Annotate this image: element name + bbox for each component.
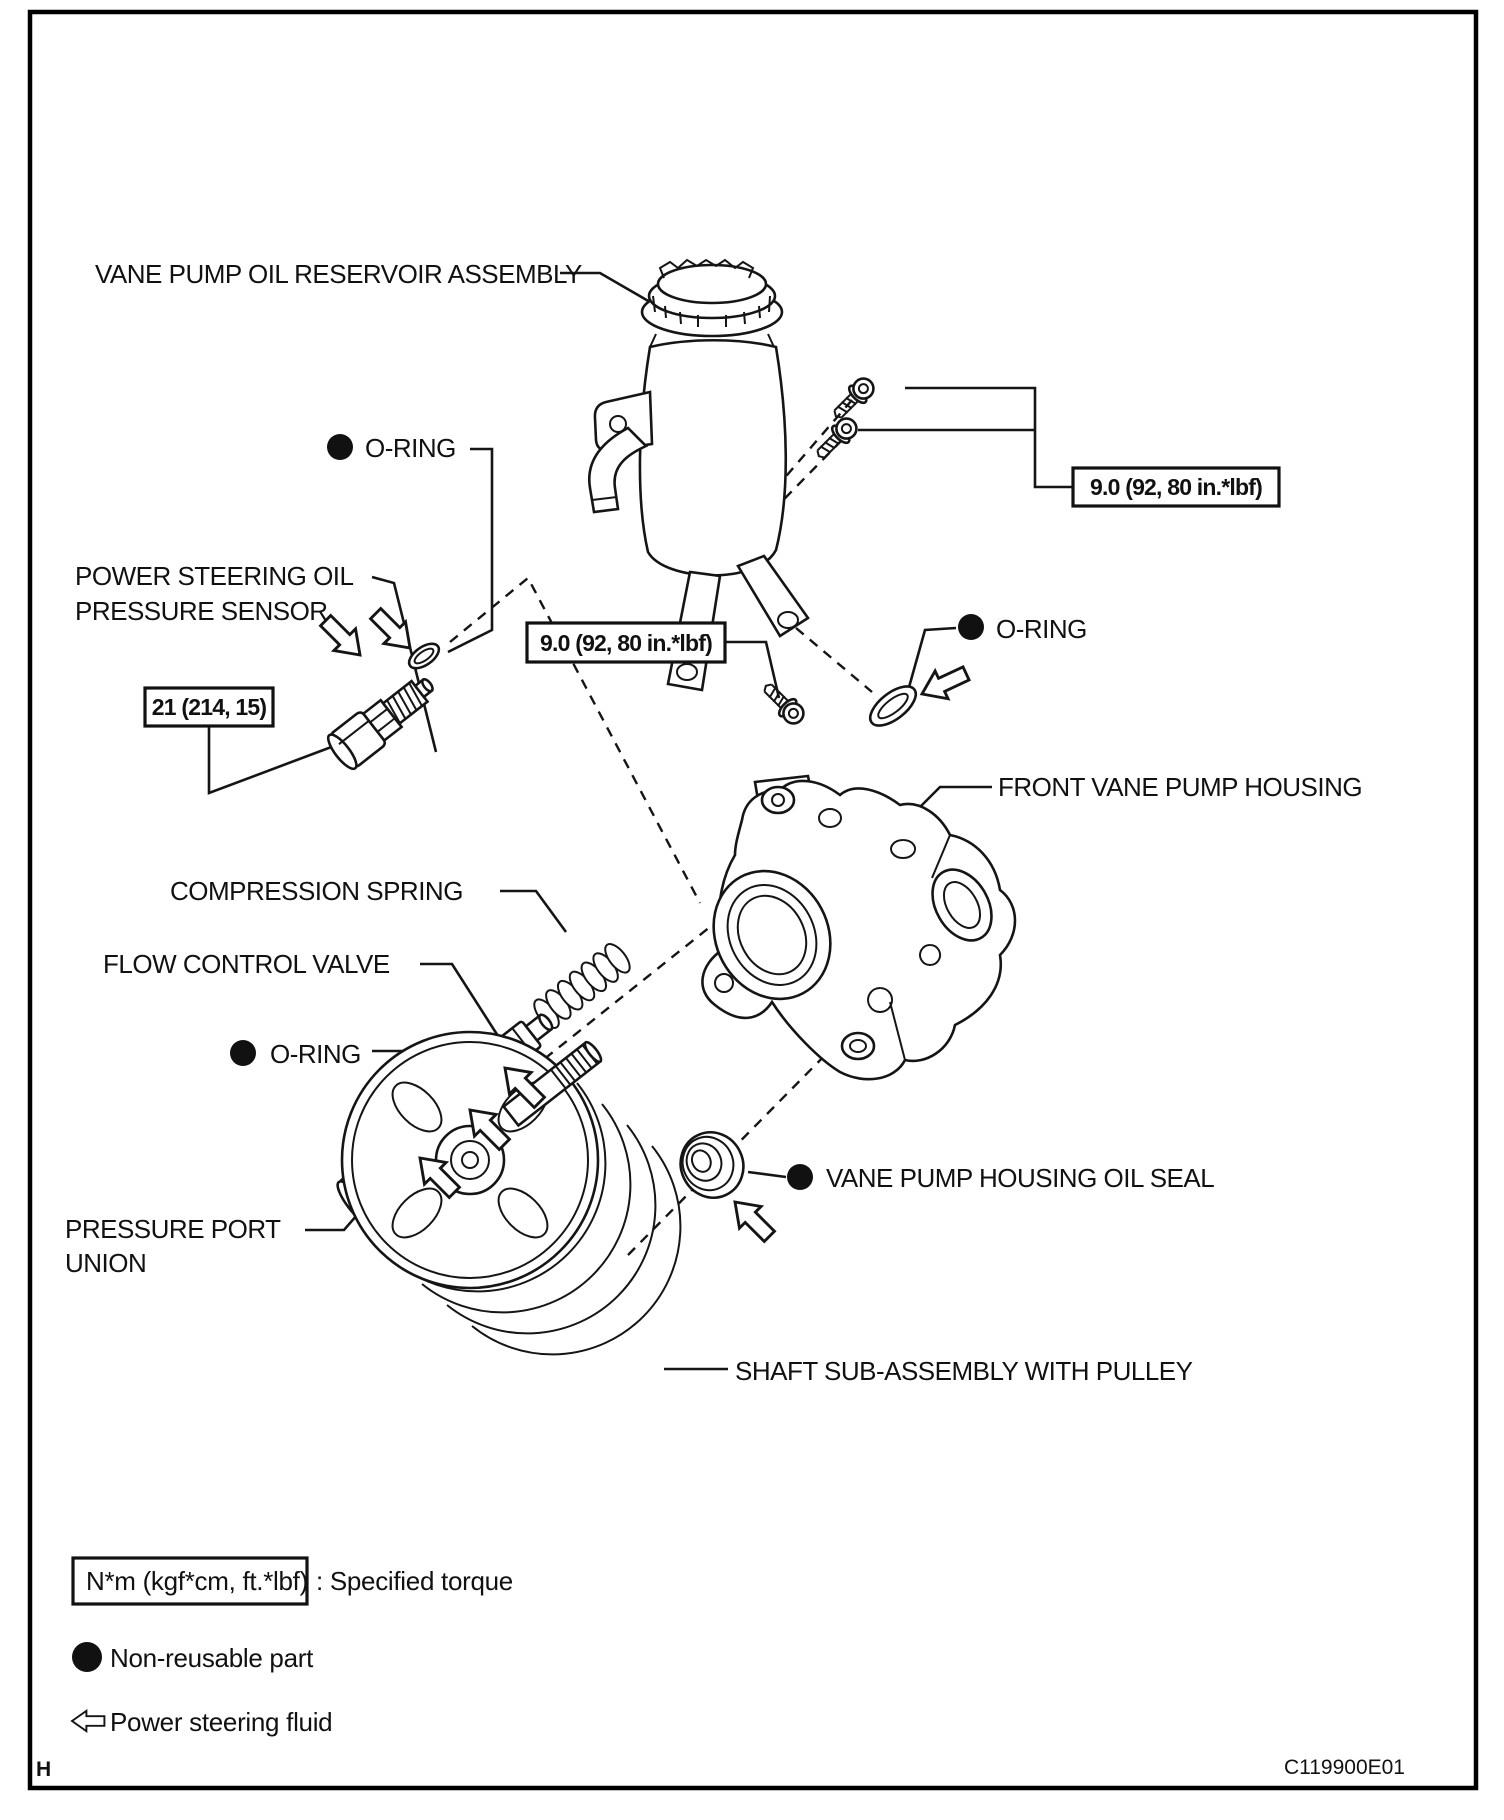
torque-spec-box-left bbox=[527, 623, 725, 662]
figure-code: C119900E01 bbox=[1283, 1756, 1405, 1779]
reservoir-bolt-2 bbox=[811, 414, 861, 464]
legend-nonreusable: Non-reusable part bbox=[110, 1643, 314, 1673]
label-oring-right: O-RING bbox=[996, 614, 1087, 644]
page-marker: H bbox=[36, 1758, 52, 1781]
fluid-arrow-icon bbox=[72, 1711, 104, 1731]
legend bbox=[72, 1558, 513, 1737]
fluid-arrow-icon bbox=[365, 603, 421, 659]
non-reusable-bullet-icon bbox=[787, 1164, 813, 1190]
legend-fluid: Power steering fluid bbox=[110, 1707, 333, 1737]
label-sensor-line1: POWER STEERING OIL bbox=[75, 561, 354, 591]
torque-value-right: 9.0 (92, 80 in.*lbf) bbox=[1090, 474, 1262, 500]
pump-housing-drawing bbox=[692, 776, 1015, 1079]
torque-value-left: 9.0 (92, 80 in.*lbf) bbox=[540, 630, 712, 656]
non-reusable-bullet-icon bbox=[958, 614, 984, 640]
fluid-arrow-icon bbox=[916, 660, 973, 708]
label-oring-lower: O-RING bbox=[270, 1039, 361, 1069]
torque-value-sensor: 21 (214, 15) bbox=[151, 694, 267, 720]
label-shaft-pulley: SHAFT SUB-ASSEMBLY WITH PULLEY bbox=[735, 1356, 1193, 1386]
label-oring-top: O-RING bbox=[365, 433, 456, 463]
non-reusable-bullet-icon bbox=[230, 1040, 256, 1066]
label-compression-spring: COMPRESSION SPRING bbox=[170, 876, 463, 906]
torque-spec-box-right bbox=[1073, 468, 1279, 506]
oring-right-drawing bbox=[864, 679, 923, 733]
fluid-arrow-icon bbox=[724, 1191, 780, 1247]
reservoir-bolt-1 bbox=[828, 374, 878, 424]
label-pressure-port-line2: UNION bbox=[65, 1248, 147, 1278]
reservoir-bolt-3 bbox=[758, 678, 808, 728]
torque-spec-box-sensor bbox=[145, 688, 273, 726]
label-sensor-line2: PRESSURE SENSOR bbox=[75, 596, 328, 626]
oil-seal-drawing bbox=[670, 1122, 754, 1208]
label-flow-control-valve: FLOW CONTROL VALVE bbox=[103, 949, 390, 979]
label-reservoir: VANE PUMP OIL RESERVOIR ASSEMBLY bbox=[95, 259, 582, 289]
label-oil-seal: VANE PUMP HOUSING OIL SEAL bbox=[826, 1163, 1215, 1193]
non-reusable-bullet-icon bbox=[327, 434, 353, 460]
legend-torque-desc: : Specified torque bbox=[316, 1566, 513, 1596]
label-front-housing: FRONT VANE PUMP HOUSING bbox=[998, 772, 1363, 802]
pressure-sensor-drawing bbox=[324, 667, 443, 773]
non-reusable-bullet-icon bbox=[72, 1642, 102, 1672]
legend-torque-units: N*m (kgf*cm, ft.*lbf) bbox=[86, 1566, 308, 1596]
label-pressure-port-line1: PRESSURE PORT bbox=[65, 1214, 281, 1244]
